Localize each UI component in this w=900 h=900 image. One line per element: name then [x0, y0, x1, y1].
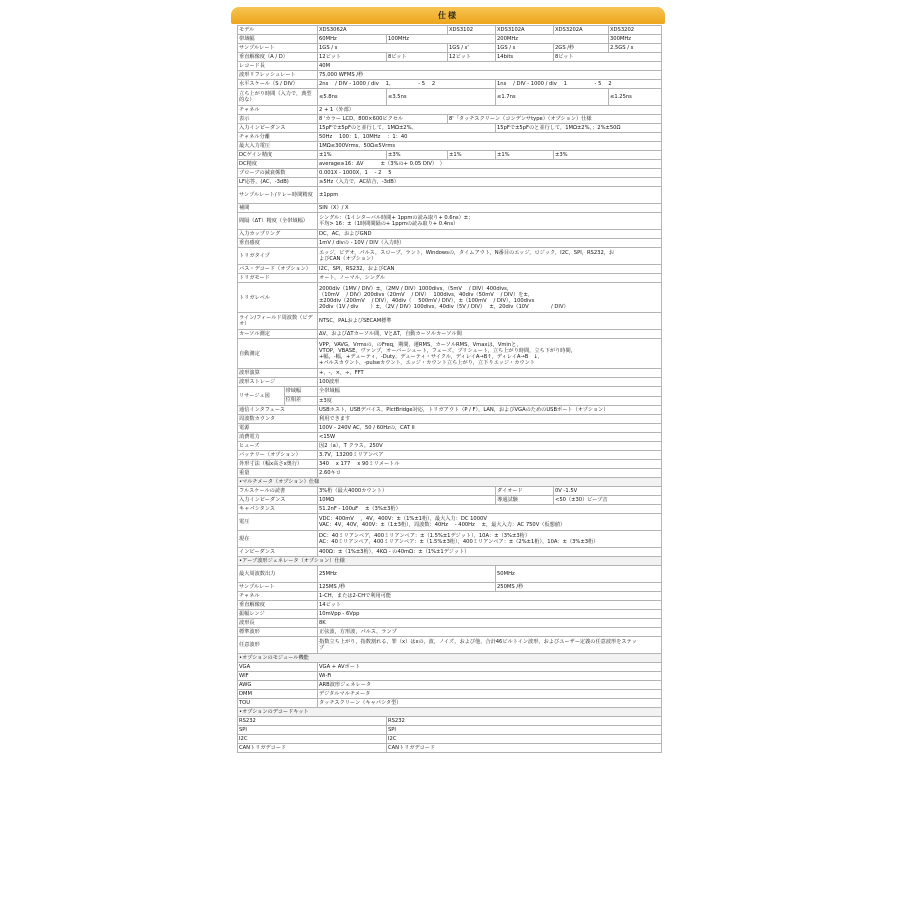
- row-mm-current: 現在 DC：40ミリアンペア，400ミリアンペア：±（1.5%±1デジット），10A：±（3%±3桁） AC：40ミリアンペア，400ミリアンペア：±（1.5%±3桁），400ミリアンペア：±（2%±1桁），10A：±（3%±3桁）: [238, 531, 662, 548]
- spec-title: 仕様: [438, 11, 458, 20]
- row-lissajous-bw: リサージュ図 帯域幅 位相差 全帯域幅: [238, 387, 662, 397]
- row-mm-volt: 電圧 VDC：400mV ，4V，400V：±（1%±1桁），最大入力：DC 1000V VAC：4V，40V，400V：±（1±3桁），周波数：40Hz - 400Hz ±，最大入力：AC 750V（仮想値）: [238, 514, 662, 531]
- row-wave-store: 波形ストレージ 100波形: [238, 378, 662, 387]
- row-comm: 通信インタフェース USBホスト，USBデバイス，PictBridge対応，トリガアウト（P / F），LAN，およびVGAのためのUSBポート（オプション）: [238, 406, 662, 415]
- row-bus-decode: バス・デコード（オプション） I2C，SPI，RS232，およびCAN: [238, 265, 662, 274]
- row-vsens: 垂直感度 1mV / divの - 10V / DIV（入力時）: [238, 239, 662, 248]
- row-awg-range: 振幅レンジ 10mVpp - 6Vpp: [238, 610, 662, 619]
- row-lissajous-phase: ±3度: [238, 396, 662, 406]
- row-awg-channel: チャネル 1-CH，または2-CHで利用可能: [238, 592, 662, 601]
- row-mm-imp: 入力インピーダンス 10MΩ 導通試験 <50（±30）ビープ音: [238, 496, 662, 505]
- row-interp: 補間 SIN（X）/ X: [238, 204, 662, 213]
- row-risetime: 立ち上がり時間（入力で，典型的な） ≤5.8ns ≤3.5ns ≤1.7ns ≤1.25ns: [238, 89, 662, 106]
- row-awg-arb: 任意波形 指数立ち上がり，指数割れる，罪（x）はxの，波，ノイズ，および他，合計46ビルトイン波形，およびユーザー定義の任意波形をステッ プ: [238, 637, 662, 654]
- row-probe: プローブの減衰係数 0.001X - 1000X，1 - 2 5: [238, 169, 662, 178]
- row-refresh: 波形リフレッシュレート 75,000 WFMS /秒: [238, 71, 662, 80]
- row-freq-counter: 周波数カウンタ 利用できます: [238, 415, 662, 424]
- row-display: 表示 8 'カラー LCD、800×600ピクセル 8'「タッチスクリーン（コンデンサtype）（オプション）仕様: [238, 115, 662, 124]
- row-mm-cap: キャパシタンス 51.2nF - 100uF ±（3%±3桁）: [238, 505, 662, 514]
- row-srate-acc: サンプルレート/リレー時間精度 ±1ppm: [238, 187, 662, 204]
- row-channel: チャネル 2 + 1（外部）: [238, 106, 662, 115]
- row-ch-iso: チャネル分離 50Hz 100：1、10MHz ：1：40: [238, 133, 662, 142]
- row-max-in: 最大入力電圧 1MΩ≤300Vrms、50Ω≤5Vrms: [238, 142, 662, 151]
- row-auto-meas: 自動測定 VPP，VAVG，Vrmsの，のFreq，期間，遷RMS，カーソルRMS，Vmaxは，Vminと， VTOP，VBASE，ヴァンプ，オーバーシュート，フェーズ，プリシュート，立ち上がり時間，立ち下がり時間， +幅，-幅，+デューティ，-Duty，デューティ・サイクル，ディレイA→B↑，ディレイA→B ↓， +パルスカウント，-pulseカウント，エッジ・カウント立ち上がり，立下りエッジ・カウント: [238, 339, 662, 369]
- row-module: AWG ARB波形ジェネレータ: [238, 681, 662, 690]
- row-module: DMM デジタルマルチメータ: [238, 690, 662, 699]
- row-trig-level: トリガレベル 2000div（1MV / DIV）±，（2MV / DIV）1000divs，（5mV / DIV）400divs， （10mV / DIV）200divs（20mV / DIV） 100divs，40div（50mV / DIV）を±， ±200div（200mV / DIV），40div（ 500mV / DIV），±（100mV / DIV），100divs 20div（1V / div ）±，（2V / DIV）100divs，40div（5V / DIV） ±，20div（10V / DIV）: [238, 283, 662, 313]
- row-mm-fullscale: フルスケールの読書 3%桁（最大4000カウント） ダイオード 0V -1.5V: [238, 487, 662, 496]
- row-bandwidth: 帯域幅 60MHz 100MHz 200MHz 300MHz: [238, 35, 662, 44]
- section-modules: •オプションのモジュール機能: [238, 654, 662, 663]
- row-decode: I2C I2C: [238, 735, 662, 744]
- row-awg-vres: 垂直解像度 14ビット: [238, 601, 662, 610]
- spec-header: [231, 7, 665, 24]
- row-fuse: ヒューズ 因2（a），T クラス，250V: [238, 442, 662, 451]
- spec-table: [237, 25, 662, 753]
- row-hscale: 水平スケール（S / DIV） 2ns / DIV - 1000 / div 1, - 5 2 1ns / DIV - 1000 / div 1 - 5 2: [238, 80, 662, 89]
- row-mm-res: インピーダンス 400Ω：±（1%±3桁），4KΩ - の40mΩ：±（1%±1デジット）: [238, 548, 662, 557]
- row-trig-mode: トリガモード オート，ノーマル，シングル: [238, 274, 662, 283]
- row-power: 電源 100V - 240V AC，50 / 60Hzの，CAT II: [238, 424, 662, 433]
- row-record: レコード長 40M: [238, 62, 662, 71]
- row-awg-length: 波形長 8K: [238, 619, 662, 628]
- section-awg: •アーブ波形ジェネレータ（オプション）仕様: [238, 557, 662, 566]
- row-module: TOU タッチスクリーン（キャパシタ型）: [238, 699, 662, 708]
- row-dims: 外形寸法（幅x高さx奥行） 340 x 177 x 90ミリメートル: [238, 460, 662, 469]
- section-decode: •オプションのデコードキット: [238, 708, 662, 717]
- row-wave-math: 波形演算 +，-，×，÷，FFT: [238, 369, 662, 378]
- row-awg-srate: サンプルレート 125MS /秒 250MS /秒: [238, 583, 662, 592]
- row-dt-acc: 間隔（ΔT）精度（全帯域幅） シングル：（1インターバル時間+ 1ppmの読み取り+ 0.6ns）±； 平均> 16：±（1時間間隔の+ 1ppmの読み取り+ 0.4ns）: [238, 213, 662, 230]
- row-lf: LF応答，(AC，-3dB) ≥5Hz（入力で，AC結合，-3dB）: [238, 178, 662, 187]
- row-weight: 重量 2.60キロ: [238, 469, 662, 478]
- row-trig-type: トリガタイプ エッジ，ビデオ，パルス，スロープ，ラント，Windowsの，タイムアウト，N番目のエッジ，ロジック，I2C，SPI，RS232，お よびCAN（オプション）: [238, 248, 662, 265]
- row-vert-res: 垂直解像度（A / D） 12ビット 8ビット 12ビット 14bits 8ビット: [238, 53, 662, 62]
- row-decode: RS232 RS232: [238, 717, 662, 726]
- row-coupling: 入力カップリング DC，AC，およびGND: [238, 230, 662, 239]
- row-awg-std: 標準波形 正弦波，方形波，パルス，ランプ: [238, 628, 662, 637]
- row-cursor: カーソル測定 ΔV，およびΔTカーソル間，VとΔT，自動カーソルカーソル間: [238, 330, 662, 339]
- row-module: WIF Wi-Fi: [238, 672, 662, 681]
- section-multimeter: •マルチメータ（オプション）仕様: [238, 478, 662, 487]
- row-model: モデル XDS3062A XDS3102 XDS3102A XDS3202A XDS3202: [238, 26, 662, 35]
- row-decode: SPI SPI: [238, 726, 662, 735]
- row-input-imp: 入力インピーダンス 15pFで±5pFのと並行して，1MΩ±2%。 15pFで±5pFのと並行して，1MΩ±2%，；2%±50Ω: [238, 124, 662, 133]
- row-battery: バッテリー（オプション） 3.7V，13200ミリアンペア: [238, 451, 662, 460]
- row-module: VGA VGA + AVポート: [238, 663, 662, 672]
- label-model: モデル: [238, 26, 318, 35]
- row-decode: CANトリガデコード CANトリガデコード: [238, 744, 662, 753]
- row-awg-maxout: 最大周波数出力 25MHz 50MHz: [238, 566, 662, 583]
- row-sample-rate: サンプルレート 1GS / s 1GS / s' 1GS / s 2GS /秒 2.5GS / s: [238, 44, 662, 53]
- row-line-freq: ライン/フィールド周波数（ビデオ） NTSC，PALおよびSECAM標準: [238, 313, 662, 330]
- row-power-cons: 消費電力 <15W: [238, 433, 662, 442]
- row-dc-acc: DC精度 average≥16：ΔV ±（3%の+ 0.05 DIV） ）: [238, 160, 662, 169]
- row-dc-gain: DCゲイン精度 ±1% ±3% ±1% ±1% ±3%: [238, 151, 662, 160]
